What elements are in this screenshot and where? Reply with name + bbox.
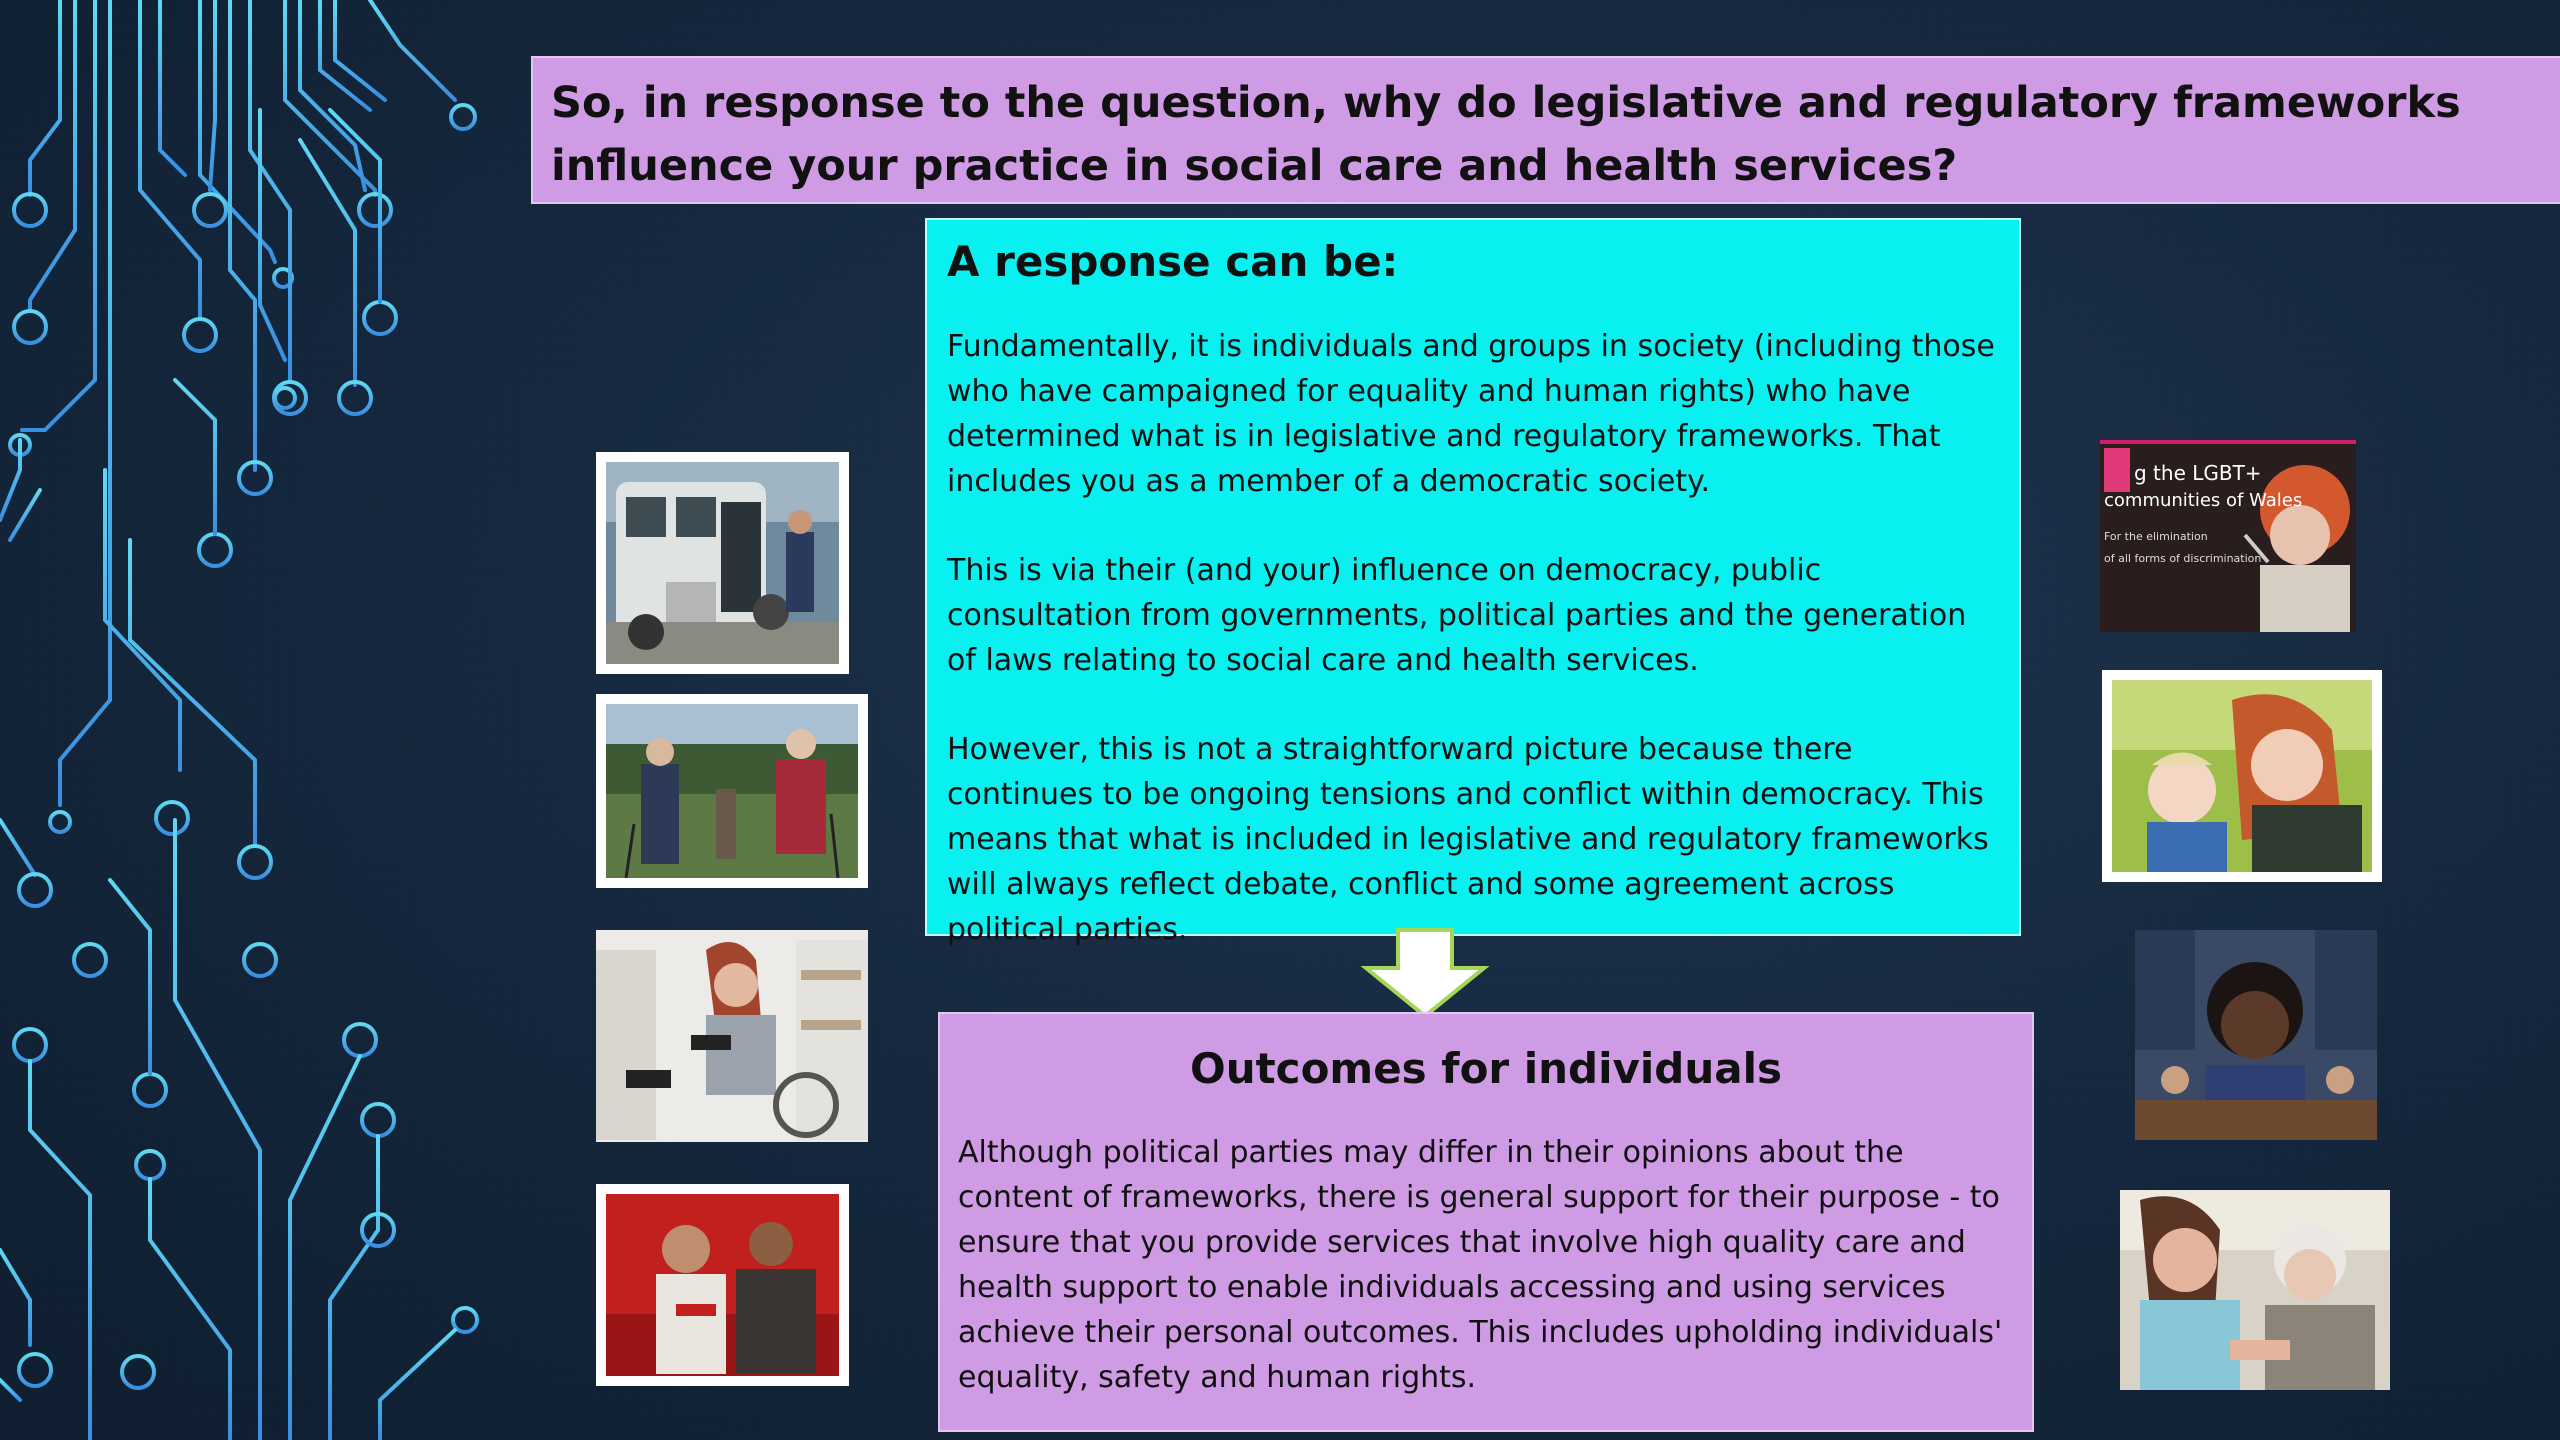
circuit-decoration bbox=[0, 0, 520, 1440]
mother-child-photo bbox=[2102, 670, 2382, 882]
response-paragraph-1: Fundamentally, it is individuals and groups in society (including those who have campaigned for equality and human rights) who have determined what is in legislative and regulatory frameworks. That includes you as a member of a democratic society. bbox=[947, 329, 1995, 499]
response-paragraph-3: However, this is not a straightforward picture because there continues to be ongoing tensions and conflict within democracy. This means that what is included in legislative and regulatory frameworks will always reflect debate, conflict and some agreement across political parties. bbox=[947, 732, 1989, 947]
lgbt-caption-line4: of all forms of discrimination bbox=[2104, 552, 2262, 565]
accessible-bus-photo bbox=[596, 452, 849, 674]
outcomes-box bbox=[938, 1012, 2034, 1432]
lgbt-caption-line1: g the LGBT+ bbox=[2134, 461, 2262, 485]
lgbt-communities-wales-photo bbox=[2100, 440, 2356, 632]
outcomes-heading: Outcomes for individuals bbox=[1190, 1044, 1782, 1093]
question-title-line1: So, in response to the question, why do legislative and regulatory frameworks bbox=[551, 78, 2461, 128]
question-title-line2: influence your practice in social care and health services? bbox=[551, 141, 1958, 191]
outcomes-paragraph: Although political parties may differ in their opinions about the content of frameworks, there is general support for their purpose - to ensure that you provide services that involve high quality care and health support to enable individuals accessing and using services achieve their personal outcomes. This includes upholding individuals' equality, safety and human rights. bbox=[958, 1135, 2003, 1395]
walking-elderly-photo bbox=[596, 694, 868, 888]
question-title-box bbox=[531, 56, 2560, 204]
young-men-photo bbox=[596, 1184, 849, 1386]
carer-elderly-photo bbox=[2120, 1190, 2390, 1390]
lgbt-caption-line3: For the elimination bbox=[2104, 530, 2208, 543]
wheelchair-exercise-photo bbox=[596, 930, 868, 1142]
down-arrow-icon bbox=[1360, 928, 1490, 1020]
lgbt-caption-line2: communities of Wales bbox=[2104, 490, 2303, 511]
response-heading: A response can be: bbox=[947, 237, 1399, 286]
woman-speaking-photo bbox=[2135, 930, 2377, 1140]
response-paragraph-2: This is via their (and your) influence on democracy, public consultation from governments, political parties and the generation of laws relating to social care and health services. bbox=[947, 553, 1967, 678]
response-box bbox=[925, 218, 2021, 947]
question-title bbox=[551, 72, 2560, 198]
